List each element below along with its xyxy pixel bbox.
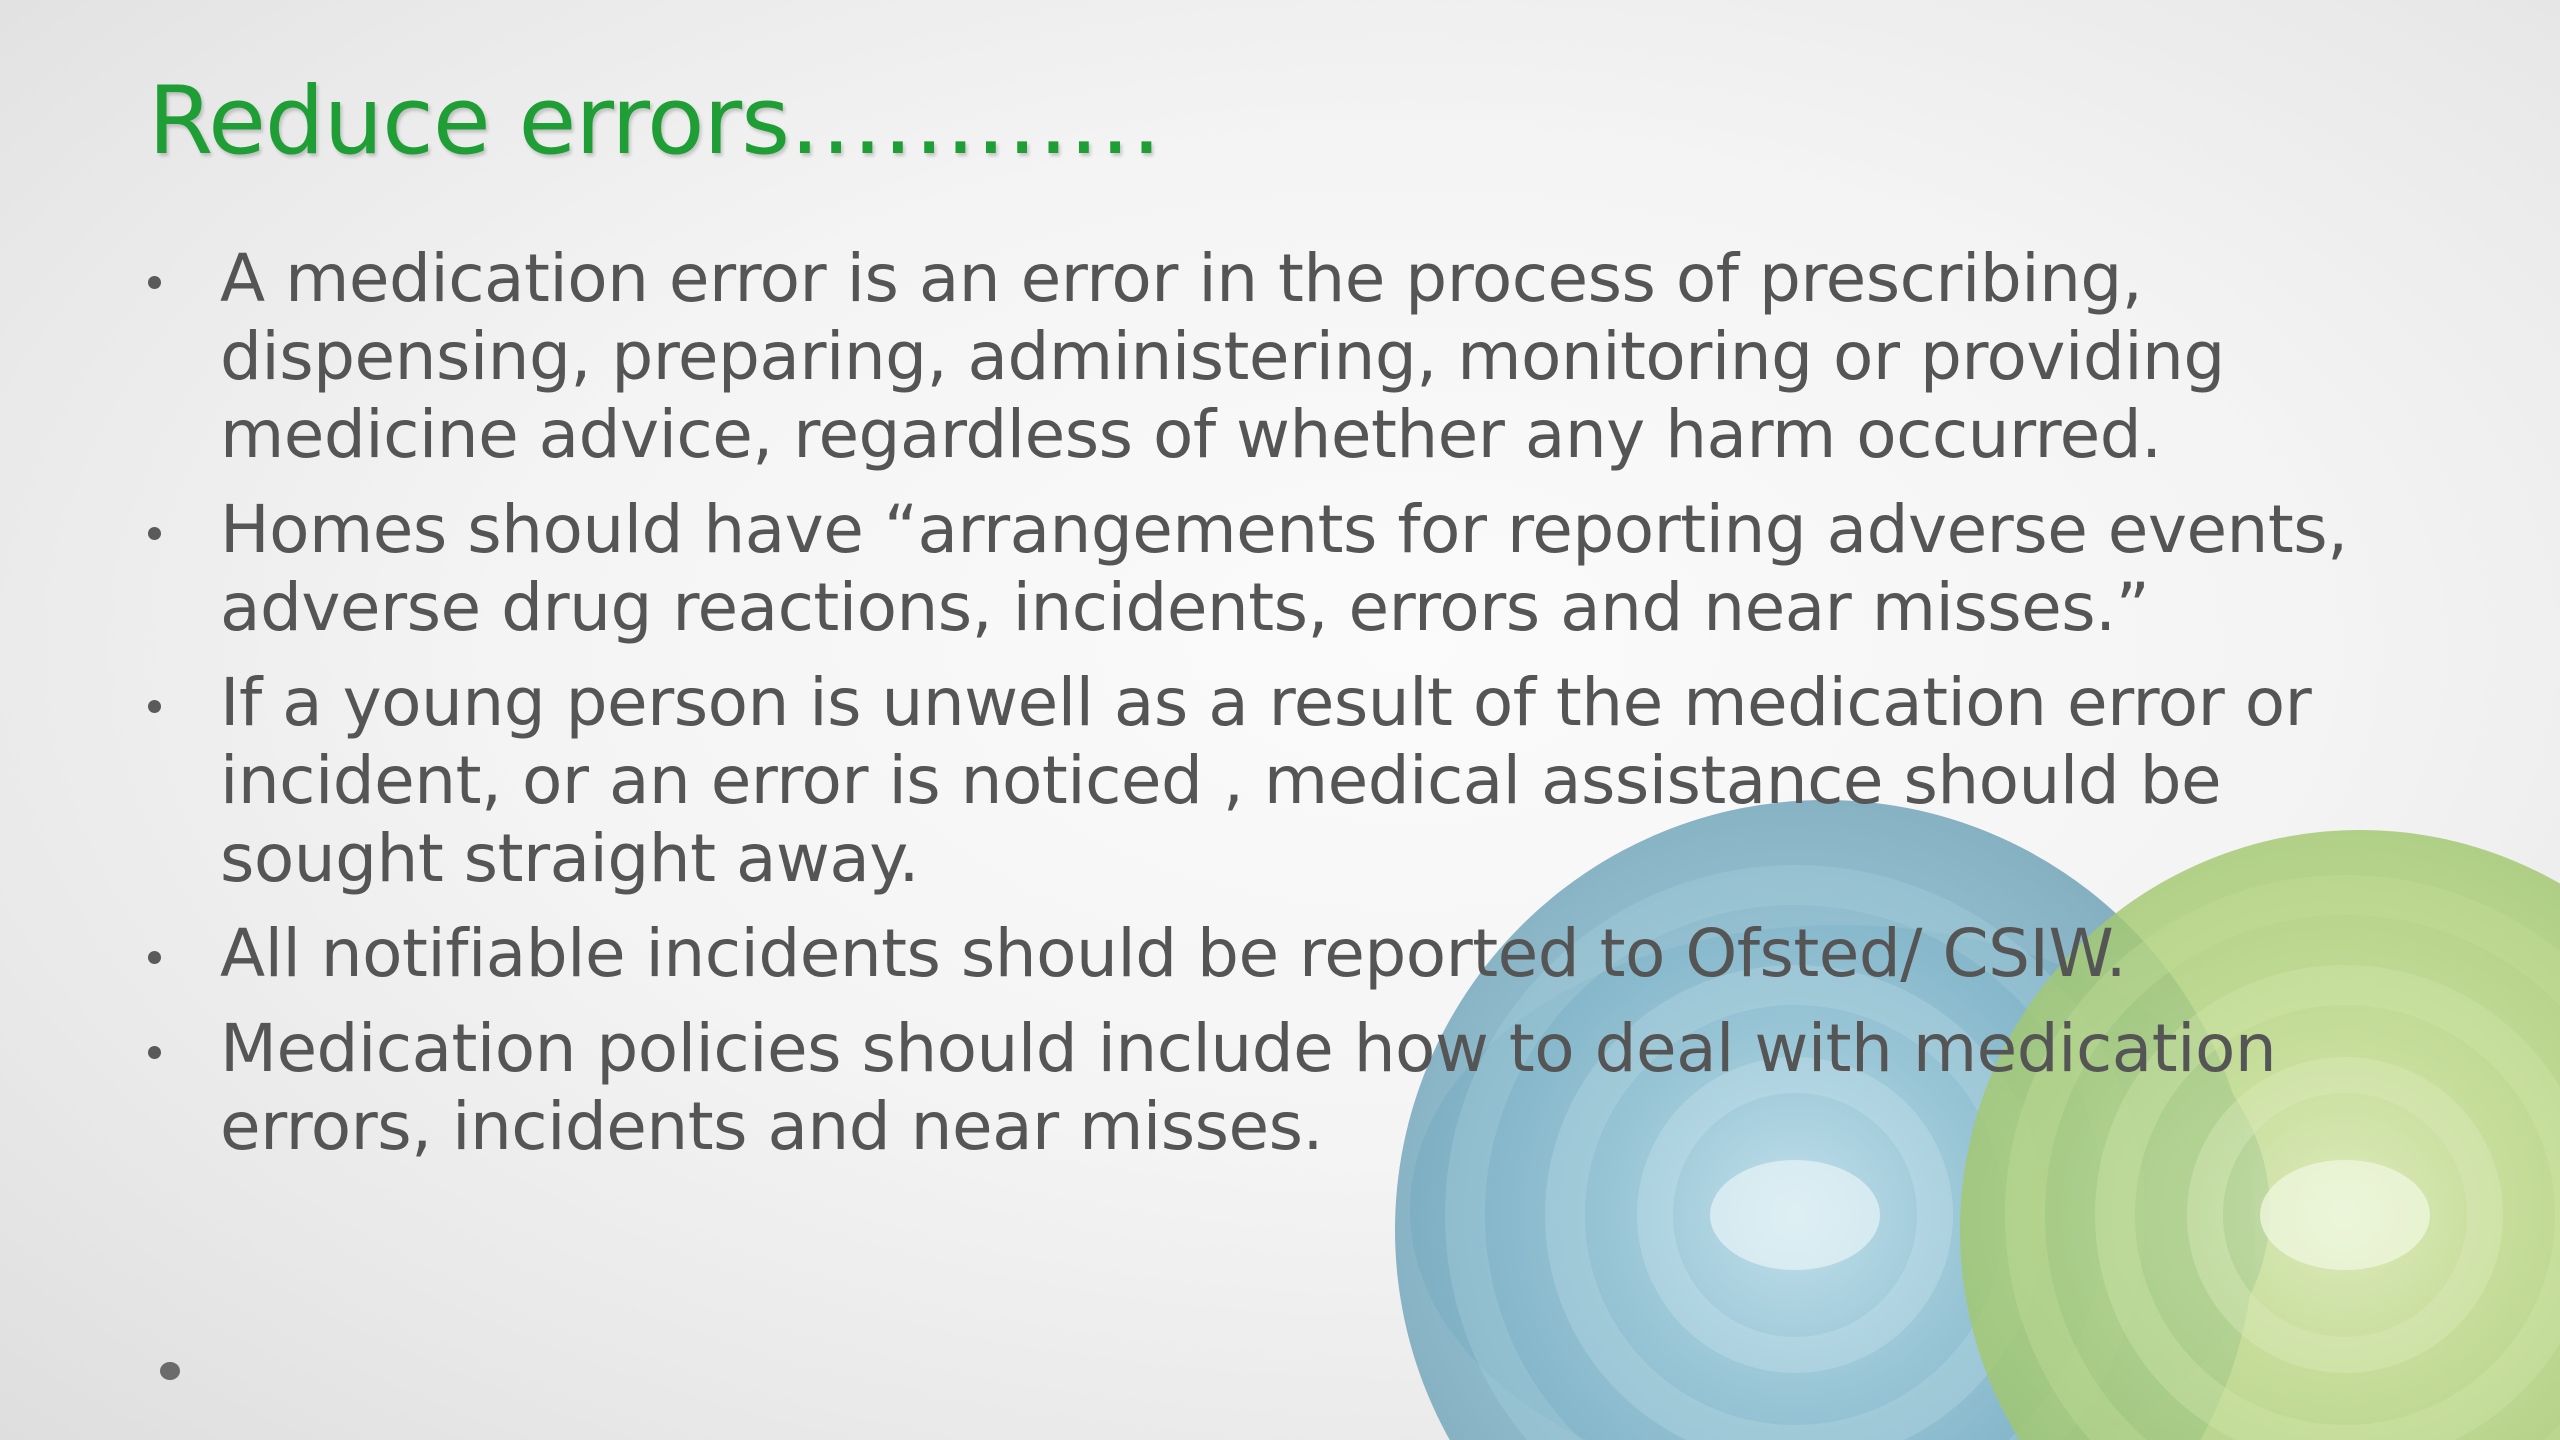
- bullet-dot-icon: [148, 527, 161, 540]
- bullet-text: A medication error is an error in the process of prescribing, dispensing, preparing, administering, monitoring or providing medicine advice, regardless of whether any harm occurred.: [220, 240, 2225, 473]
- bullet-item: [148, 1010, 2408, 1166]
- bullet-item: [148, 240, 2408, 474]
- bullet-item: [148, 664, 2408, 898]
- slide-title: Reduce errors…………: [148, 67, 1162, 176]
- bullet-text: If a young person is unwell as a result of the medication error or incident, or an error is noticed , medical assistance should be sought straight away.: [220, 664, 2312, 897]
- bullet-dot-icon: [148, 1046, 161, 1059]
- bullet-text: Homes should have “arrangements for reporting adverse events, adverse drug reactions, incidents, errors and near misses.”: [220, 491, 2348, 646]
- bullet-dot-icon: [148, 700, 161, 713]
- bullet-list: [148, 240, 2408, 1183]
- bullet-item: [148, 491, 2408, 647]
- bullet-dot-icon: [148, 951, 161, 964]
- bullet-item: [148, 915, 2408, 993]
- bullet-text: Medication policies should include how to deal with medication errors, incidents and near misses.: [220, 1010, 2277, 1165]
- bullet-dot-icon: [148, 276, 161, 289]
- empty-bullet-dot-icon: [160, 1362, 180, 1380]
- bullet-text: All notifiable incidents should be reported to Ofsted/ CSIW.: [220, 915, 2127, 992]
